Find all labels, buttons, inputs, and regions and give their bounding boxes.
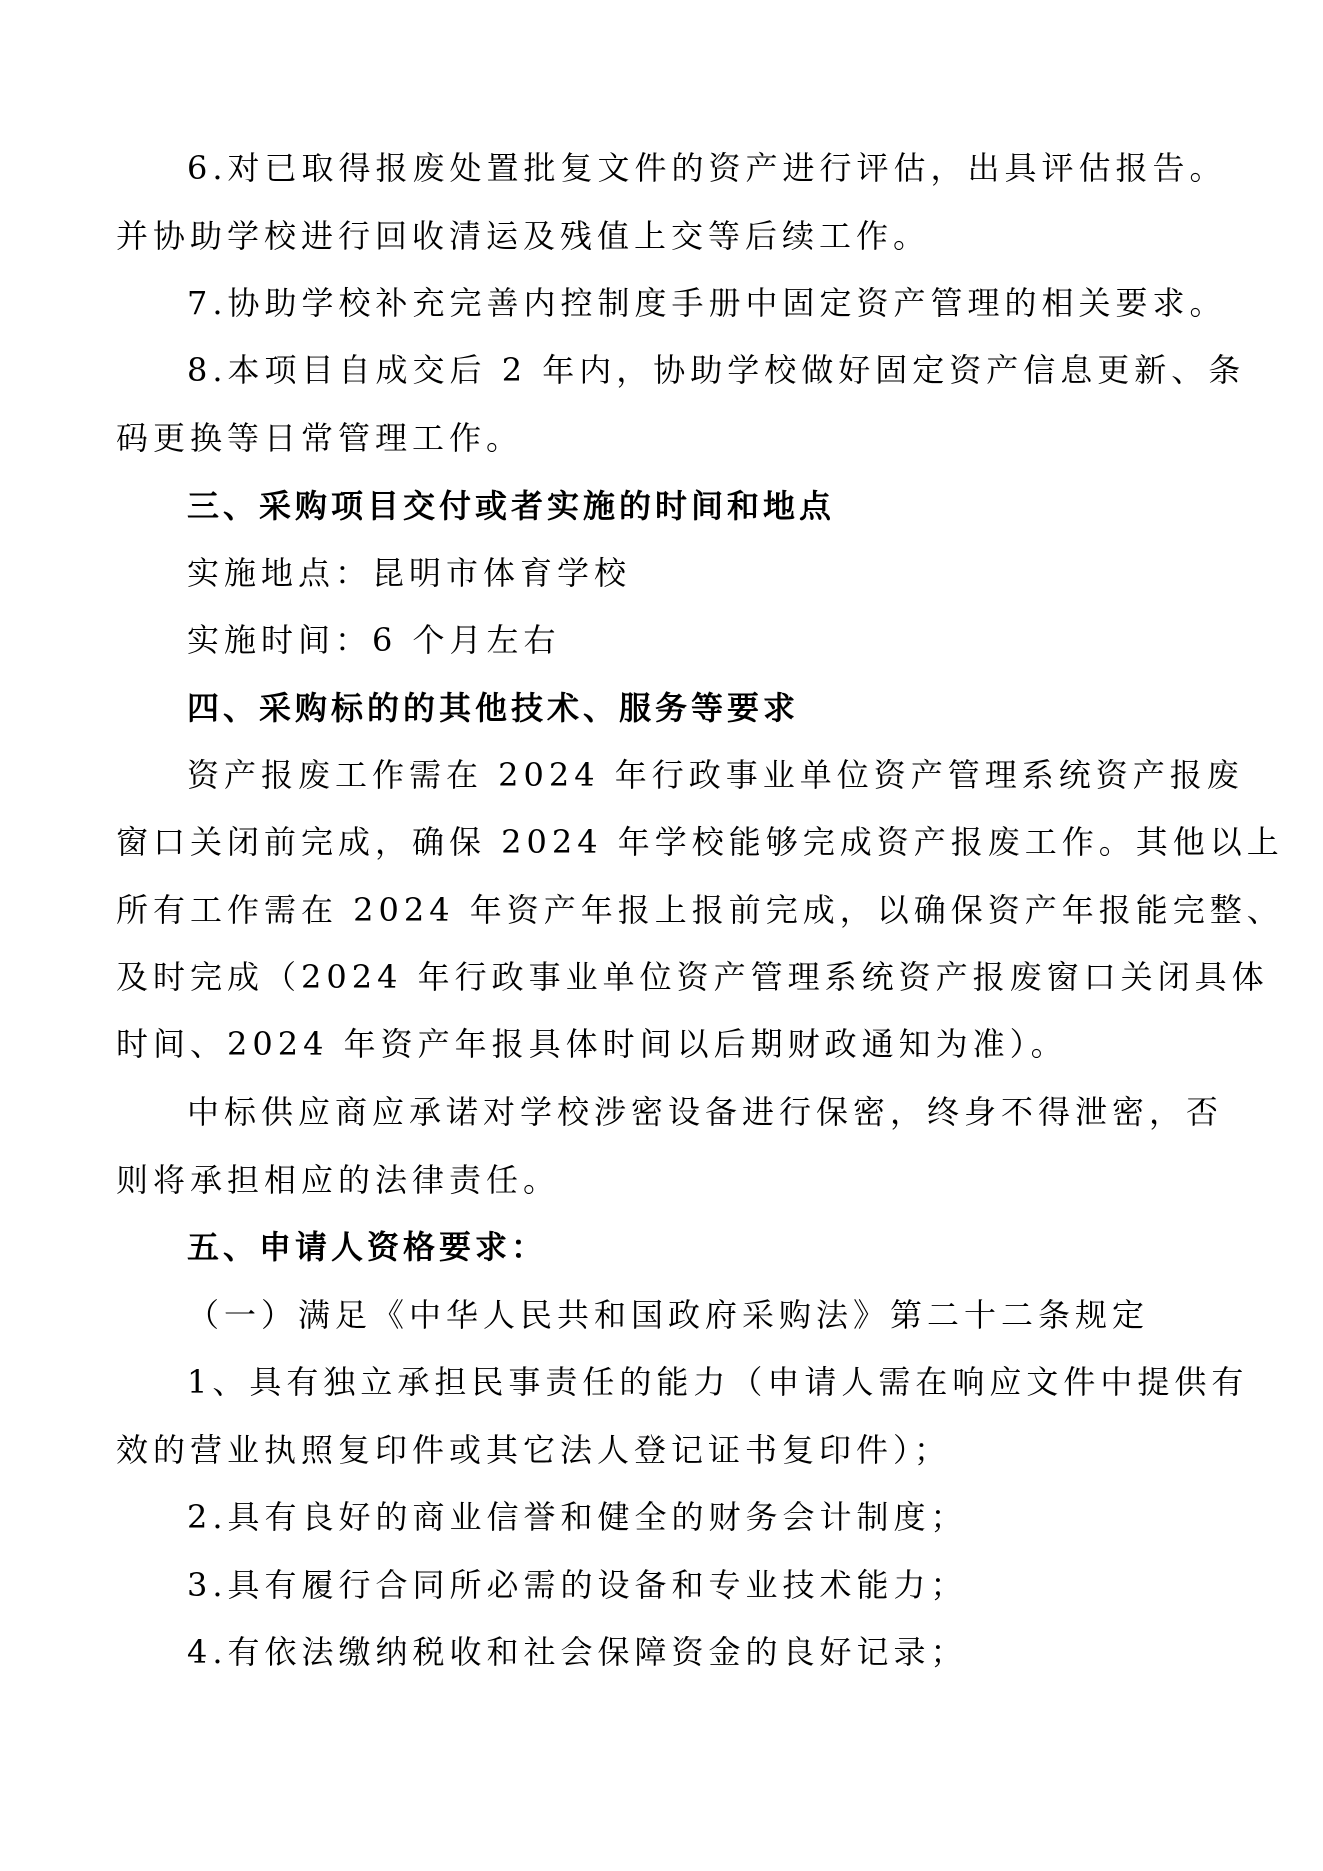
qualification-1-line-1: 1、具有独立承担民事责任的能力（申请人需在响应文件中提供有 [187, 1363, 1249, 1401]
paragraph-item-7: 7.协助学校补充完善内控制度手册中固定资产管理的相关要求。 [187, 284, 1227, 322]
qualification-1-line-2: 效的营业执照复印件或其它法人登记证书复印件）； [116, 1431, 952, 1469]
paragraph-item-8-line-2: 码更换等日常管理工作。 [116, 419, 524, 457]
section-heading-5: 五、申请人资格要求： [187, 1228, 548, 1266]
section-heading-4: 四、采购标的的其他技术、服务等要求 [187, 689, 800, 727]
requirement-line-4: 及时完成（2024 年行政事业单位资产管理系统资产报废窗口关闭具体 [116, 958, 1269, 996]
implementation-location: 实施地点：昆明市体育学校 [187, 554, 632, 592]
implementation-time: 实施时间：6 个月左右 [187, 621, 561, 659]
qualification-2: 2.具有良好的商业信誉和健全的财务会计制度； [187, 1498, 968, 1536]
paragraph-item-6-line-2: 并协助学校进行回收清运及残值上交等后续工作。 [116, 217, 931, 255]
confidentiality-line-2: 则将承担相应的法律责任。 [116, 1161, 561, 1199]
paragraph-item-6-line-1: 6.对已取得报废处置批复文件的资产进行评估，出具评估报告。 [187, 149, 1227, 187]
requirement-line-3: 所有工作需在 2024 年资产年报上报前完成，以确保资产年报能完整、 [116, 891, 1284, 929]
qualification-intro: （一）满足《中华人民共和国政府采购法》第二十二条规定 [187, 1296, 1150, 1334]
requirement-line-2: 窗口关闭前完成，确保 2024 年学校能够完成资产报废工作。其他以上 [116, 823, 1284, 861]
qualification-4: 4.有依法缴纳税收和社会保障资金的良好记录； [187, 1633, 968, 1671]
paragraph-item-8-line-1: 8.本项目自成交后 2 年内，协助学校做好固定资产信息更新、条 [187, 351, 1246, 389]
confidentiality-line-1: 中标供应商应承诺对学校涉密设备进行保密，终身不得泄密，否 [187, 1093, 1224, 1131]
requirement-line-1: 资产报废工作需在 2024 年行政事业单位资产管理系统资产报废 [187, 756, 1244, 794]
section-heading-3: 三、采购项目交付或者实施的时间和地点 [187, 487, 836, 525]
qualification-3: 3.具有履行合同所必需的设备和专业技术能力； [187, 1566, 968, 1604]
requirement-line-5: 时间、2024 年资产年报具体时间以后期财政通知为准）。 [116, 1025, 1068, 1063]
